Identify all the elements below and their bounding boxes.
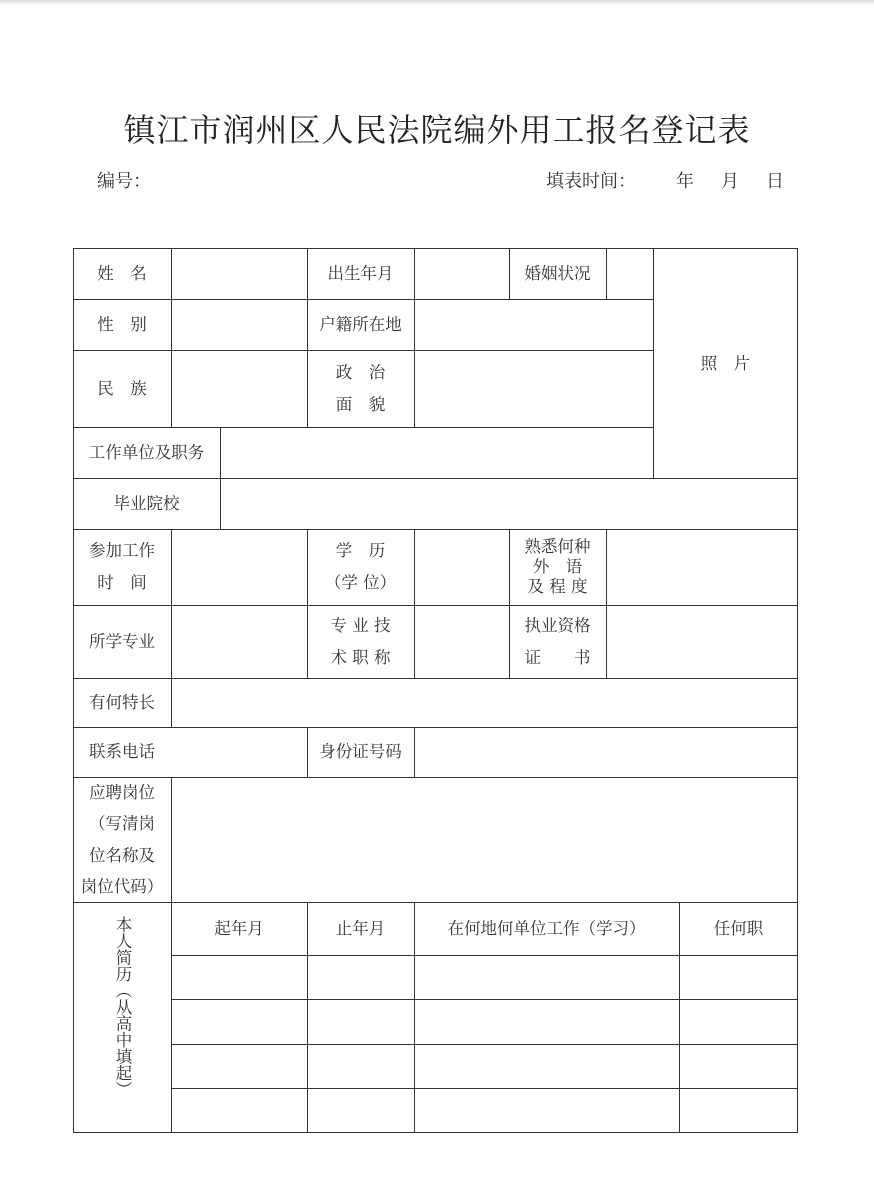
label-certificate-line2: 证 书 [524,647,591,667]
gender-field[interactable] [171,299,307,350]
phone-field[interactable] [171,727,307,777]
label-certificate [509,605,606,678]
label-gender: 性 别 [97,314,147,334]
resume-header-role: 任何职 [713,918,764,938]
resume-header-end: 止年月 [335,918,386,938]
serial-number-label [97,168,151,196]
label-major: 所学专业 [89,631,155,651]
month-label: 月 [721,171,739,192]
resume-row[interactable] [171,955,798,999]
hukou-field[interactable] [414,299,653,350]
label-marital: 婚姻状况 [524,263,591,283]
label-certificate-line1: 执业资格 [524,615,591,635]
label-political-line1: 政 治 [335,362,386,382]
school-field[interactable] [220,478,798,529]
idcard-field[interactable] [414,727,798,777]
label-name: 姓 名 [97,263,147,283]
label-education-line1: 学 历 [335,541,386,560]
window-top-shadow [0,0,874,5]
resume-row[interactable] [171,1044,798,1088]
label-political [307,350,414,427]
marital-field[interactable] [606,248,653,299]
work-unit-field[interactable] [220,427,653,478]
label-birth: 出生年月 [327,263,394,283]
photo-box[interactable] [653,248,798,478]
position-field[interactable] [171,777,798,902]
label-photo: 照 片 [700,354,751,373]
resume-row[interactable] [171,999,798,1044]
label-phone: 联系电话 [89,742,155,761]
education-field[interactable] [414,529,509,605]
tech-title-field[interactable] [414,605,509,678]
label-position [73,777,171,902]
label-specialty: 有何特长 [89,692,155,712]
fill-date-label: 填表时间： [546,171,636,192]
label-language [509,529,606,605]
resume-row[interactable] [171,1088,798,1133]
serial-label-text: 编号： [97,171,151,192]
label-ethnicity: 民 族 [97,378,147,398]
label-school: 毕业院校 [113,493,180,513]
fill-date [546,168,784,196]
label-resume-box [73,902,171,1133]
label-education-line2: （学 位） [324,573,397,592]
label-language-line3: 及 程 度 [527,577,588,596]
label-work-start-line1: 参加工作 [89,541,155,560]
work-start-field[interactable] [171,529,307,605]
label-work-start [73,529,171,605]
label-position-line4: 岗位代码） [80,877,164,896]
certificate-field[interactable] [606,605,798,678]
day-label: 日 [766,171,784,192]
resume-header-start: 起年月 [214,918,264,938]
ethnicity-field[interactable] [171,350,307,427]
document-title: 镇江市润州区人民法院编外用工报名登记表 [123,111,751,149]
specialty-field[interactable] [171,678,798,727]
major-field[interactable] [171,605,307,678]
label-work-unit: 工作单位及职务 [88,442,205,462]
resume-header-unit: 在何地何单位工作（学习） [447,918,646,938]
label-language-line1: 熟悉何种 [524,537,591,556]
registration-form-table [73,248,798,1133]
label-position-line3: 位名称及 [89,845,155,865]
birth-field[interactable] [414,248,509,299]
label-work-start-line2: 时 间 [97,573,147,592]
label-tech-title-line1: 专 业 技 [330,615,391,635]
label-resume: 本人简历（从高中填起） [113,916,132,1098]
label-tech-title-line2: 术 职 称 [330,647,391,667]
label-tech-title [307,605,414,678]
year-label: 年 [676,171,694,192]
label-hukou: 户籍所在地 [319,314,402,334]
political-field[interactable] [414,350,653,427]
language-field[interactable] [606,529,798,605]
label-idcard: 身份证号码 [319,742,402,761]
label-political-line2: 面 貌 [335,394,386,414]
label-position-line2: （写清岗 [89,814,155,833]
name-field[interactable] [171,248,307,299]
label-position-line1: 应聘岗位 [89,782,155,802]
label-education [307,529,414,605]
label-language-line2: 外 语 [532,557,583,576]
